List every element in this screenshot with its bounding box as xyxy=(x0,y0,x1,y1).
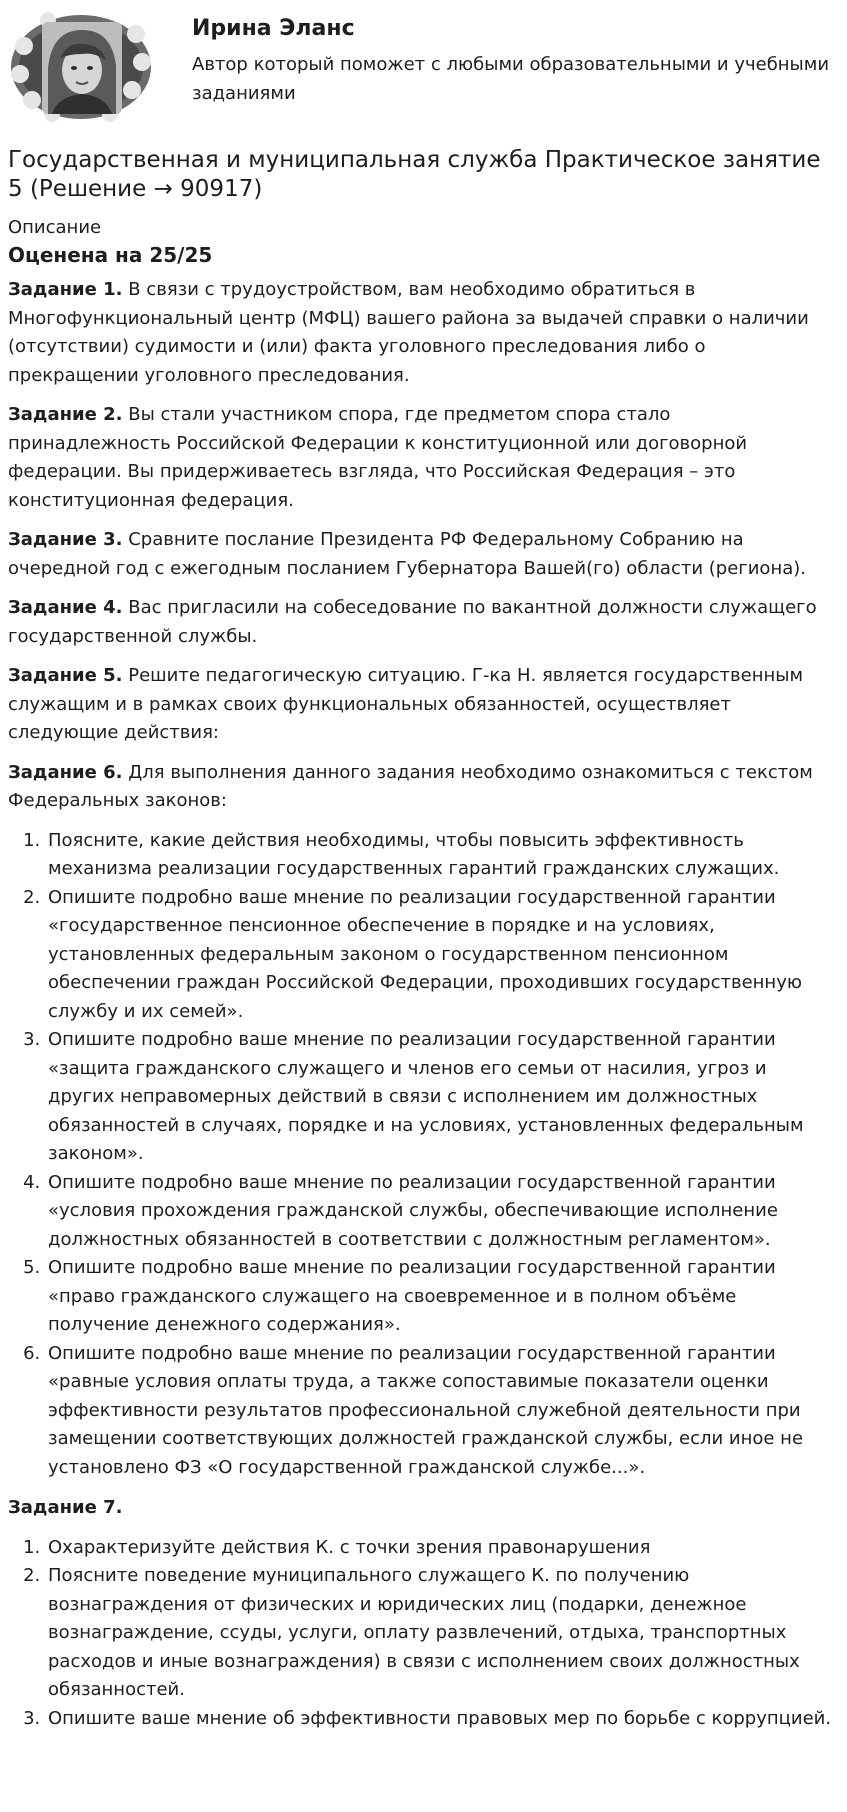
task-3 xyxy=(8,526,838,583)
task-7-list xyxy=(8,1534,838,1734)
task-label: Задание 3. xyxy=(8,529,123,550)
task-6 xyxy=(8,759,838,816)
list-item: 5. Опишите подробно ваше мнение по реализации государственной гарантии «право гражданского служащего на своевременное и в полном объёме получение денежного содержания». xyxy=(46,1254,838,1340)
list-item: 1. Охарактеризуйте действия К. с точки зрения правонарушения xyxy=(46,1534,838,1563)
task-4 xyxy=(8,594,838,651)
task-text: Сравните послание Президента РФ Федеральному Собранию на очередной год с ежегодным посланием Губернатора Вашей(го) области (региона). xyxy=(8,529,806,579)
task-7 xyxy=(8,1494,838,1523)
task-text: Для выполнения данного задания необходимо ознакомиться с текстом Федеральных законов: xyxy=(8,761,813,811)
task-label: Задание 5. xyxy=(8,665,123,686)
description-label: Описание xyxy=(8,217,102,238)
task-label: Задание 7. xyxy=(8,1497,123,1518)
list-item: 3. Опишите ваше мнение об эффективности правовых мер по борьбе с коррупцией. xyxy=(46,1705,838,1734)
list-item: 3. Опишите подробно ваше мнение по реализации государственной гарантии «защита гражданского служащего и членов его семьи от насилия, угроз и других неправомерных действий в связи с исполнением им должностных обязанностей в случаях, порядке и на условиях, установленных федеральным законом». xyxy=(46,1026,838,1169)
author-description: Автор который поможет с любыми образовательными и учебными заданиями xyxy=(192,54,830,104)
task-text: Решите педагогическую ситуацию. Г-ка Н. является государственным служащим и в рамках своих функциональных обязанностей, осуществляет следующие действия: xyxy=(8,665,804,743)
list-item: 2. Опишите подробно ваше мнение по реализации государственной гарантии «государственное пенсионное обеспечение в порядке и на условиях, установленных федеральным законом о государственном пенсионном обеспечении граждан Российской Федерации, проходивших государственную службу и их семей». xyxy=(46,884,838,1027)
author-avatar[interactable] xyxy=(8,8,154,126)
task-text: Вас пригласили на собеседование по вакантной должности служащего государственной службы. xyxy=(8,597,817,647)
task-label: Задание 6. xyxy=(8,761,123,783)
list-item: 6. Опишите подробно ваше мнение по реализации государственной гарантии «равные условия оплаты труда, а также сопоставимые показатели оценки эффективности результатов профессиональной служебной деятельности при замещении соответствующих должностей гражданской службы, если иное не установлено ФЗ «О государственной гражданской службе...». xyxy=(46,1340,838,1483)
page-title: Государственная и муниципальная служба Практическое занятие 5 (Решение → 90917) xyxy=(8,147,821,202)
task-1 xyxy=(8,276,838,390)
task-text: В связи с трудоустройством, вам необходимо обратиться в Многофункциональный центр (МФЦ) вашего района за выдачей справки о наличии (отсутствии) судимости и (или) факта уголовного преследования либо о прекращении уголовного преследования. xyxy=(8,279,809,386)
task-5 xyxy=(8,662,838,748)
main-content xyxy=(8,146,838,1745)
score-heading: Оценена на 25/25 xyxy=(8,243,213,267)
task-label: Задание 4. xyxy=(8,597,123,618)
task-label: Задание 2. xyxy=(8,404,123,425)
author-name[interactable]: Ирина Эланс xyxy=(192,16,355,41)
author-header xyxy=(8,8,838,128)
task-label: Задание 1. xyxy=(8,279,123,300)
task-6-list xyxy=(8,827,838,1483)
list-item: 1. Поясните, какие действия необходимы, чтобы повысить эффективность механизма реализации государственных гарантий гражданских служащих. xyxy=(46,827,838,884)
list-item: 4. Опишите подробно ваше мнение по реализации государственной гарантии «условия прохождения гражданской службы, обеспечивающие исполнение должностных обязанностей в соответствии с должностным регламентом». xyxy=(46,1169,838,1255)
list-item: 2. Поясните поведение муниципального служащего К. по получению вознаграждения от физических и юридических лиц (подарки, денежное вознаграждение, ссуды, услуги, оплату развлечений, отдыха, транспортных расходов и иные вознаграждения) в связи с исполнением своих должностных обязанностей. xyxy=(46,1562,838,1705)
task-text: Вы стали участником спора, где предметом спора стало принадлежность Российской Федерации к конституционной или договорной федерации. Вы придерживаетесь взгляда, что Российская Федерация – это конституционная федерация. xyxy=(8,404,748,511)
task-2 xyxy=(8,401,838,515)
